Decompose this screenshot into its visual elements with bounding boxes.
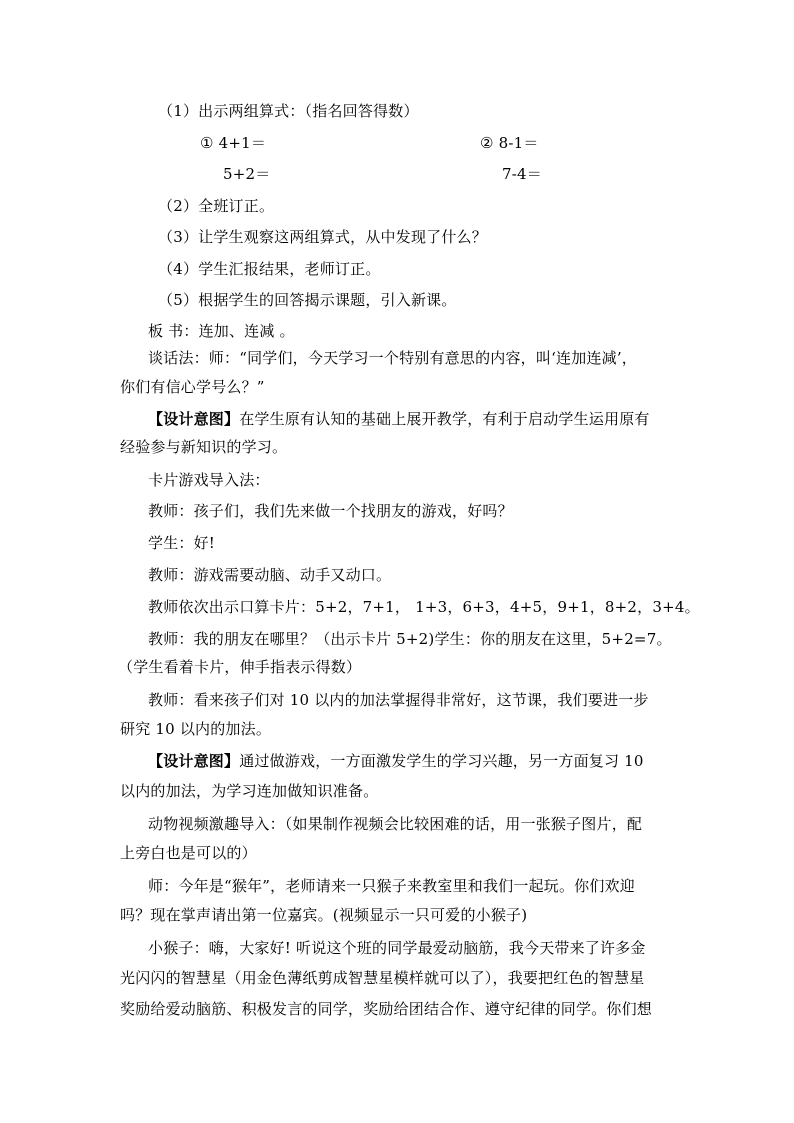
equation-group-2-line-2: 7-4＝ xyxy=(502,165,542,183)
step-3-text: （3）让学生观察这两组算式，从中发现了什么？ xyxy=(158,228,487,246)
design-intent-2-line-2: 以内的加法，为学习连加做知识准备。 xyxy=(120,782,379,800)
design-intent-1-line-1 xyxy=(148,409,650,429)
equation-group-1-line-2: 5+2＝ xyxy=(223,165,271,183)
talk-method-line-2: 你们有信心学号么？” xyxy=(120,378,265,396)
animal-video-line-3: 师：今年是“猴年”，老师请来一只猴子来教室里和我们一起玩。你们欢迎 xyxy=(148,877,635,895)
card-game-line-6: （学生看着卡片，伸手指表示得数） xyxy=(118,658,362,676)
card-game-line-3: 教师：游戏需要动脑、动手又动口。 xyxy=(148,566,392,584)
design-intent-2-line-1 xyxy=(148,751,644,771)
card-game-heading: 卡片游戏导入法： xyxy=(148,471,270,489)
design-intent-tag: 【设计意图】 xyxy=(148,410,240,428)
equation-group-1-line-1: ① 4+1＝ xyxy=(200,134,267,152)
card-game-line-2: 学生：好! xyxy=(148,534,216,552)
blackboard-text: 板 书：连加、连减 。 xyxy=(148,322,295,340)
monkey-speech-line-2: 光闪闪的智慧星（用金色薄纸剪成智慧星模样就可以了），我要把红色的智慧星 xyxy=(120,969,645,987)
card-game-line-5: 教师：我的朋友在哪里？（出示卡片 5+2)学生：你的朋友在这里，5+2=7。 xyxy=(148,630,672,648)
card-game-line-1: 教师：孩子们，我们先来做一个找朋友的游戏，好吗？ xyxy=(148,502,513,520)
design-intent-1-line-2: 经验参与新知识的学习。 xyxy=(120,438,288,456)
equation-group-2-line-1: ② 8-1＝ xyxy=(480,134,539,152)
monkey-speech-line-1: 小猴子：嗨，大家好! 听说这个班的同学最爱动脑筋，我今天带来了许多金 xyxy=(148,939,646,957)
design-intent-text: 通过做游戏，一方面激发学生的学习兴趣，另一方面复习 10 xyxy=(239,752,644,770)
step-5-text: （5）根据学生的回答揭示课题，引入新课。 xyxy=(158,291,457,309)
step-4-text: （4）学生汇报结果，老师订正。 xyxy=(158,260,381,278)
design-intent-text: 在学生原有认知的基础上展开教学，有利于启动学生运用原有 xyxy=(239,410,650,428)
animal-video-line-4: 吗？现在掌声请出第一位嘉宾。(视频显示一只可爱的小猴子) xyxy=(120,906,528,924)
talk-method-line-1: 谈话法：师：“同学们，今天学习一个特别有意思的内容，叫‘连加连减’， xyxy=(148,349,638,367)
card-game-line-7: 教师：看来孩子们对 10 以内的加法掌握得非常好，这节课，我们要进一步 xyxy=(148,691,649,709)
animal-video-line-2: 上旁白也是可以的） xyxy=(120,844,257,862)
monkey-speech-line-3: 奖励给爱动脑筋、积极发言的同学，奖励给团结合作、遵守纪律的同学。你们想 xyxy=(120,1000,653,1018)
card-game-line-4: 教师依次出示口算卡片：5+2，7+1， 1+3，6+3，4+5，9+1，8+2，3+4。 xyxy=(148,598,700,616)
animal-video-line-1: 动物视频激趣导入：（如果制作视频会比较困难的话，用一张猴子图片，配 xyxy=(148,815,643,833)
step-2-text: （2）全班订正。 xyxy=(158,197,275,215)
step-1-text: （1）出示两组算式：（指名回答得数） xyxy=(158,102,419,120)
card-game-line-8: 研究 10 以内的加法。 xyxy=(120,720,272,738)
design-intent-tag: 【设计意图】 xyxy=(148,752,240,770)
